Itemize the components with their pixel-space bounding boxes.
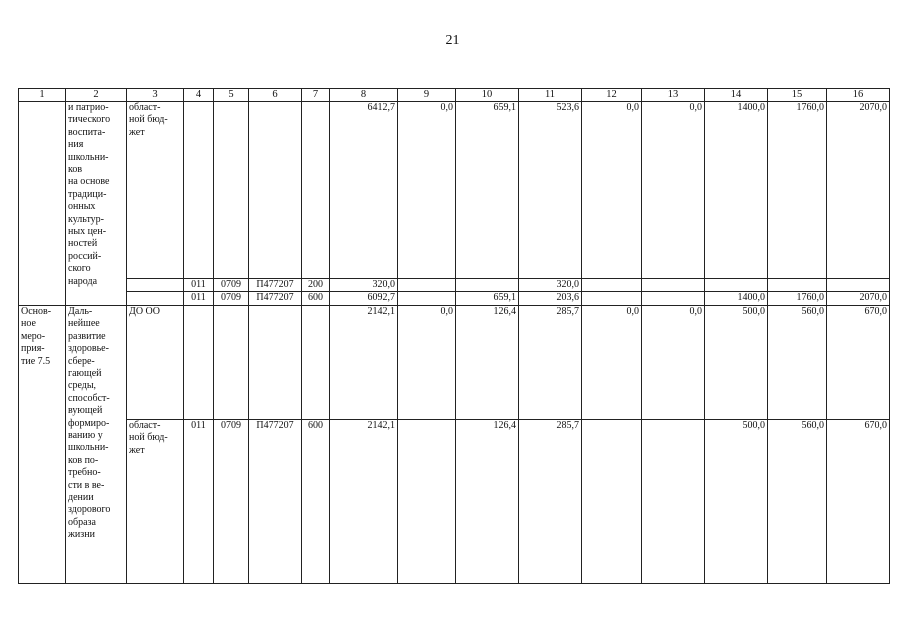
- column-header: 5: [214, 89, 249, 102]
- amount-cell: [398, 419, 456, 583]
- amount-cell: 0,0: [582, 102, 642, 279]
- amount-cell: 500,0: [705, 419, 768, 583]
- amount-cell: 1760,0: [768, 292, 827, 305]
- code-cell: [249, 102, 302, 279]
- amount-cell: [582, 292, 642, 305]
- code-cell: 0709: [214, 292, 249, 305]
- funding-source: [127, 292, 184, 305]
- amount-cell: [398, 292, 456, 305]
- page-number: 21: [445, 33, 460, 48]
- column-header: 15: [768, 89, 827, 102]
- amount-cell: 2070,0: [827, 102, 890, 279]
- code-cell: 0709: [214, 279, 249, 292]
- amount-cell: [642, 279, 705, 292]
- funding-source: ДО ОО: [127, 305, 184, 419]
- amount-cell: 670,0: [827, 305, 890, 419]
- amount-cell: 2142,1: [330, 419, 398, 583]
- table-row: [19, 279, 890, 292]
- amount-cell: 285,7: [519, 419, 582, 583]
- amount-cell: 285,7: [519, 305, 582, 419]
- amount-cell: [642, 292, 705, 305]
- amount-cell: 2070,0: [827, 292, 890, 305]
- header-row: [19, 89, 890, 102]
- amount-cell: [582, 419, 642, 583]
- amount-cell: 523,6: [519, 102, 582, 279]
- measure-cell: [19, 102, 66, 306]
- measure-description: Даль- нейшее развитие здоровье- сбере- гающей среды, способст- вующей формиро- ванию у школьни- ков по- требно- сти в ве- дении здорового образа жизни: [66, 305, 127, 583]
- measure-title: Основ- ное меро- прия- тие 7.5: [19, 305, 66, 583]
- amount-cell: 2142,1: [330, 305, 398, 419]
- amount-cell: [768, 279, 827, 292]
- table-row: [19, 419, 890, 583]
- amount-cell: 0,0: [642, 305, 705, 419]
- code-cell: 600: [302, 419, 330, 583]
- amount-cell: 0,0: [582, 305, 642, 419]
- table-row: [19, 305, 890, 419]
- amount-cell: 500,0: [705, 305, 768, 419]
- amount-cell: 1400,0: [705, 292, 768, 305]
- amount-cell: 126,4: [456, 305, 519, 419]
- column-header: 3: [127, 89, 184, 102]
- code-cell: [184, 102, 214, 279]
- code-cell: 200: [302, 279, 330, 292]
- code-cell: 0709: [214, 419, 249, 583]
- column-header: 12: [582, 89, 642, 102]
- amount-cell: 0,0: [642, 102, 705, 279]
- code-cell: [302, 305, 330, 419]
- code-cell: 011: [184, 419, 214, 583]
- code-cell: [214, 102, 249, 279]
- amount-cell: 1760,0: [768, 102, 827, 279]
- amount-cell: [827, 279, 890, 292]
- amount-cell: [456, 279, 519, 292]
- amount-cell: 320,0: [330, 279, 398, 292]
- amount-cell: 0,0: [398, 305, 456, 419]
- code-cell: П477207: [249, 419, 302, 583]
- amount-cell: [642, 419, 705, 583]
- column-header: 10: [456, 89, 519, 102]
- amount-cell: 1400,0: [705, 102, 768, 279]
- column-header: 6: [249, 89, 302, 102]
- amount-cell: [705, 279, 768, 292]
- code-cell: 011: [184, 292, 214, 305]
- amount-cell: 560,0: [768, 305, 827, 419]
- column-header: 2: [66, 89, 127, 102]
- code-cell: [184, 305, 214, 419]
- amount-cell: 320,0: [519, 279, 582, 292]
- code-cell: П477207: [249, 279, 302, 292]
- funding-source: област- ной бюд- жет: [127, 419, 184, 583]
- funding-source: област- ной бюд- жет: [127, 102, 184, 279]
- column-header: 11: [519, 89, 582, 102]
- column-header: 14: [705, 89, 768, 102]
- column-header: 4: [184, 89, 214, 102]
- table-row: [19, 292, 890, 305]
- amount-cell: 203,6: [519, 292, 582, 305]
- amount-cell: [398, 279, 456, 292]
- code-cell: [302, 102, 330, 279]
- amount-cell: [582, 279, 642, 292]
- amount-cell: 6092,7: [330, 292, 398, 305]
- amount-cell: 126,4: [456, 419, 519, 583]
- code-cell: [249, 305, 302, 419]
- column-header: 1: [19, 89, 66, 102]
- table-row: [19, 102, 890, 279]
- funding-source: [127, 279, 184, 292]
- column-header: 7: [302, 89, 330, 102]
- code-cell: 600: [302, 292, 330, 305]
- amount-cell: 659,1: [456, 292, 519, 305]
- code-cell: [214, 305, 249, 419]
- code-cell: 011: [184, 279, 214, 292]
- amount-cell: 670,0: [827, 419, 890, 583]
- column-header: 16: [827, 89, 890, 102]
- amount-cell: 560,0: [768, 419, 827, 583]
- budget-table: [18, 88, 890, 584]
- column-header: 8: [330, 89, 398, 102]
- amount-cell: 0,0: [398, 102, 456, 279]
- column-header: 9: [398, 89, 456, 102]
- amount-cell: 659,1: [456, 102, 519, 279]
- column-header: 13: [642, 89, 705, 102]
- measure-description: и патрио- тического воспита- ния школьни- ков на основе традици- онных культур- ных цен- ностей россий- ского народа: [66, 102, 127, 306]
- amount-cell: 6412,7: [330, 102, 398, 279]
- code-cell: П477207: [249, 292, 302, 305]
